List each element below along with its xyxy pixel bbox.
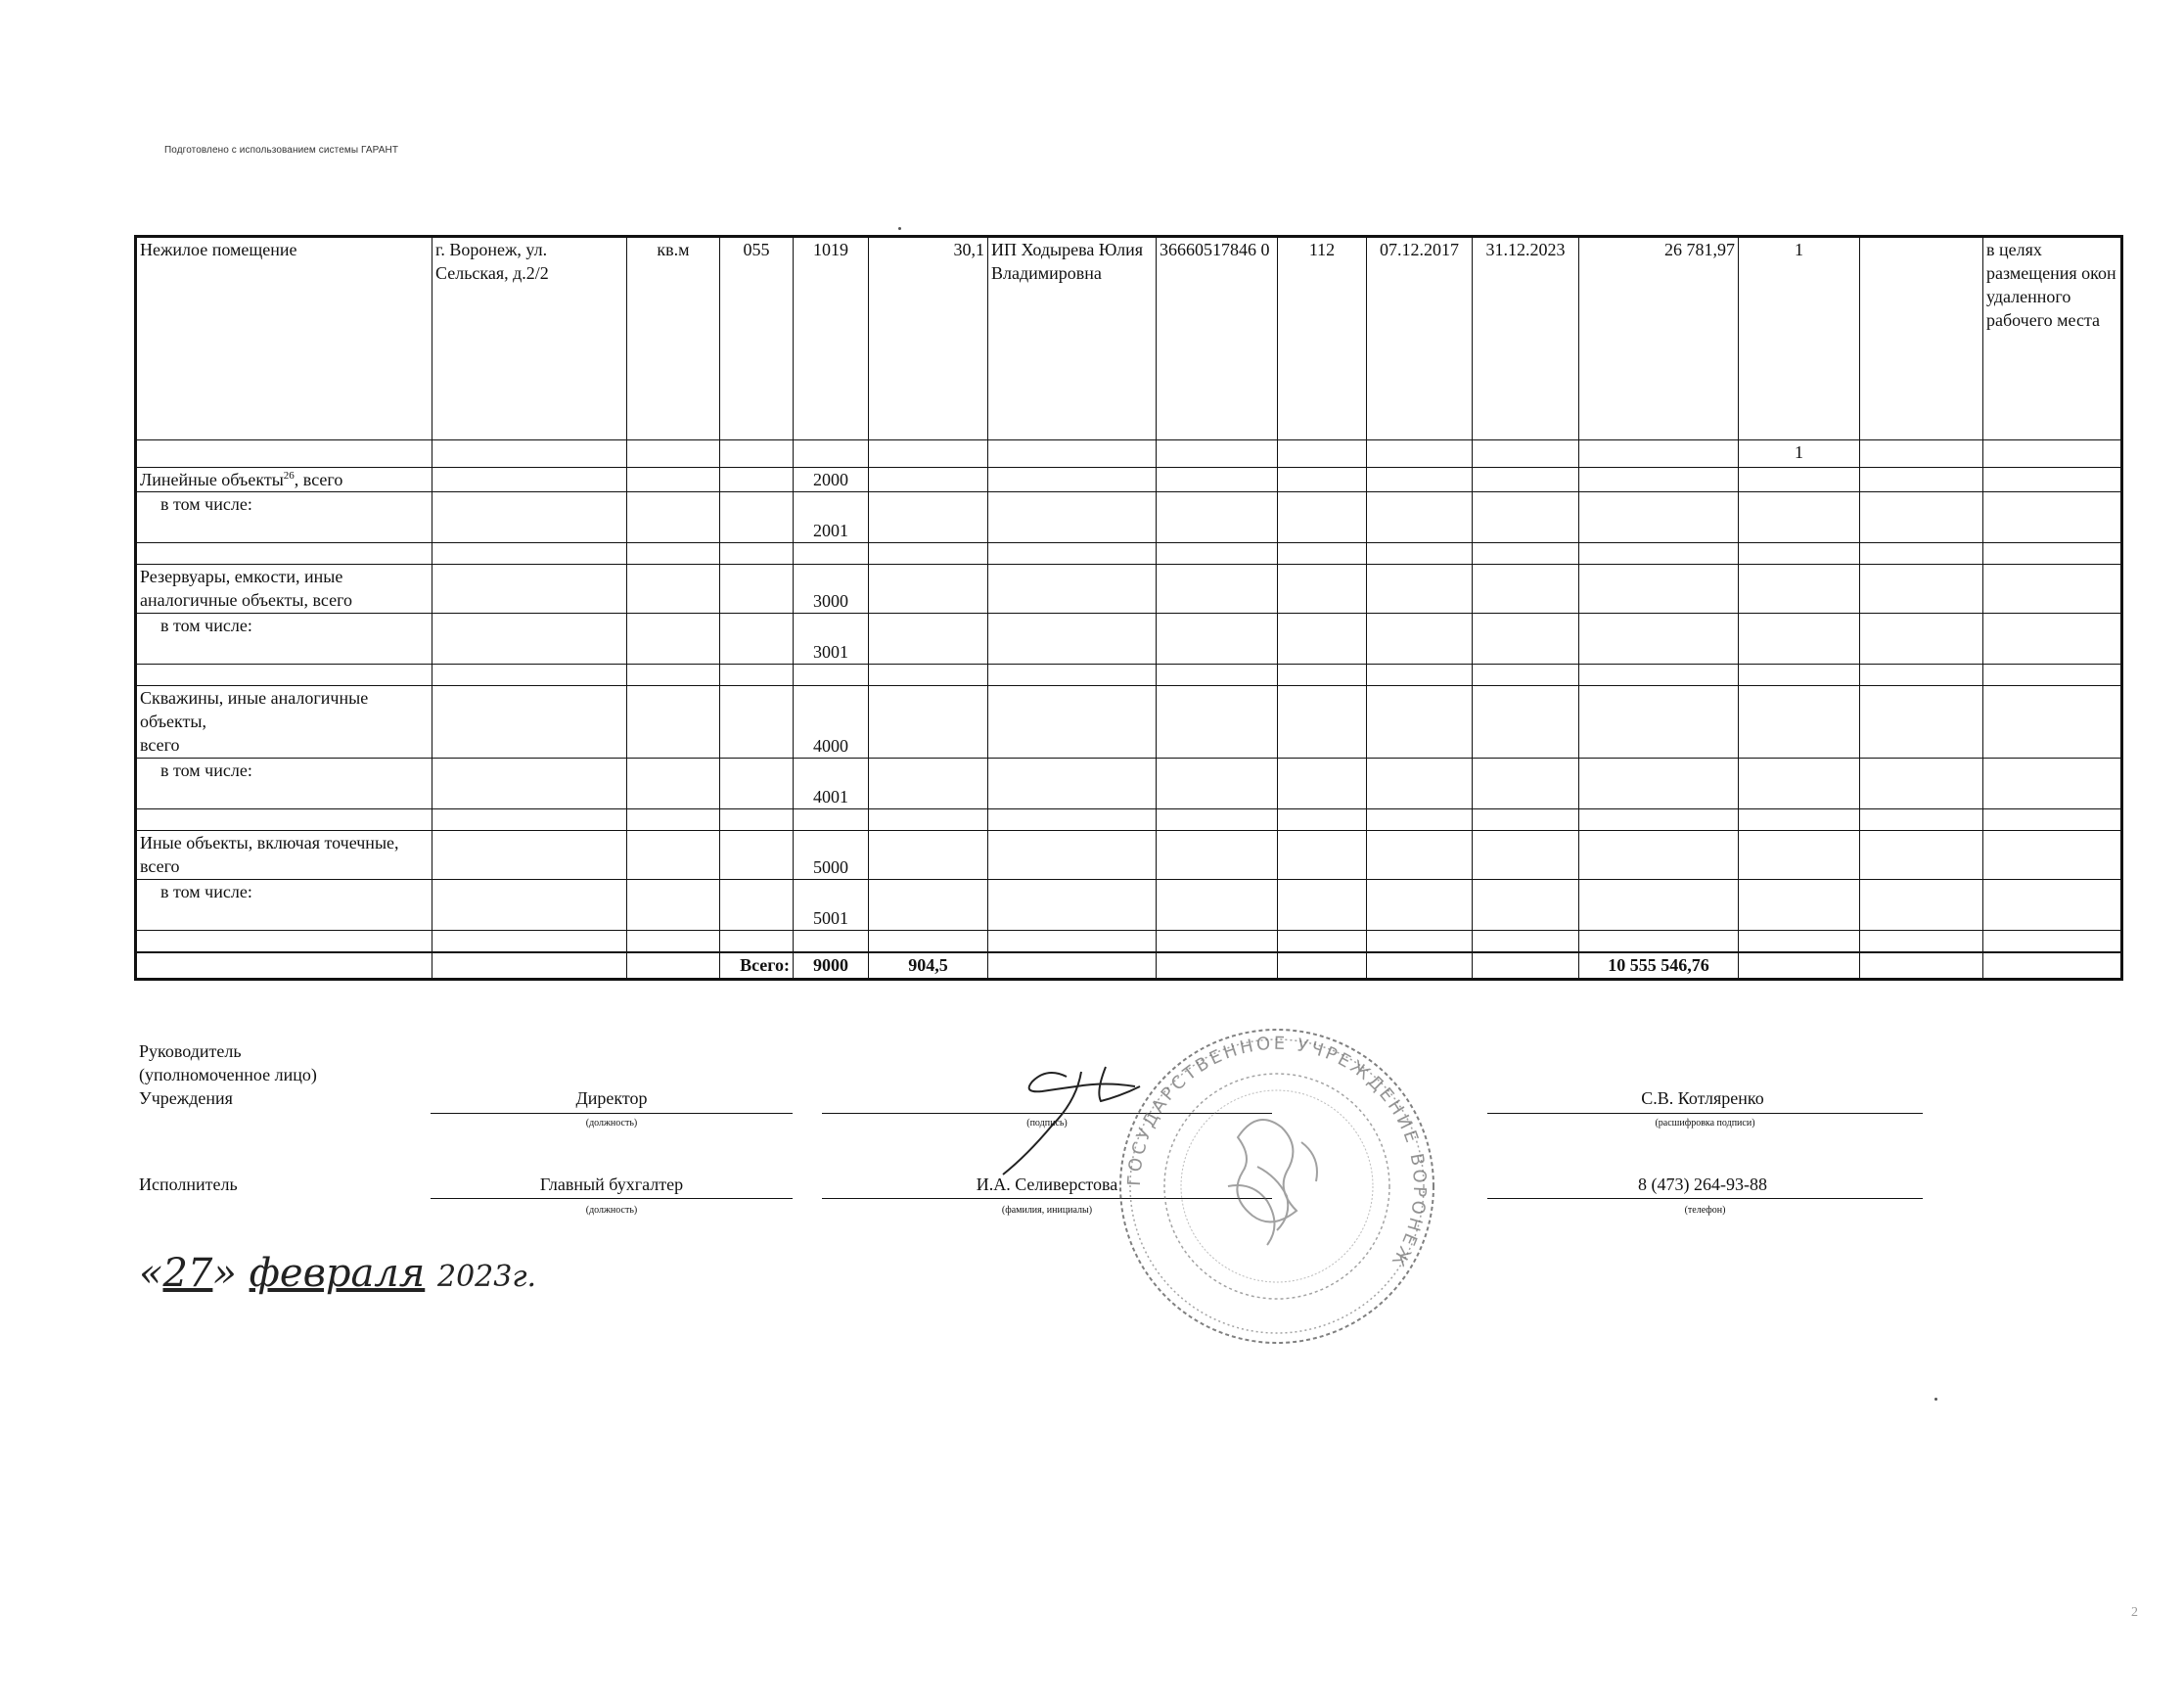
report-table-wrapper — [134, 235, 2120, 981]
including-label: в том числе: — [136, 492, 432, 543]
total-row — [136, 952, 2122, 980]
including-label: в том числе: — [136, 614, 432, 665]
line-code: 3001 — [794, 614, 869, 665]
head-label-1: Руководитель — [139, 1041, 242, 1061]
table-row — [136, 492, 2122, 543]
table-row — [136, 543, 2122, 565]
executor-position-line — [431, 1198, 793, 1199]
column-9-value: 112 — [1278, 237, 1367, 440]
head-position: Директор — [575, 1088, 648, 1108]
tenant-inn: 36660517846 0 — [1157, 237, 1278, 440]
line-code: 2000 — [794, 468, 869, 492]
head-position-line — [431, 1113, 793, 1114]
date-end: 31.12.2023 — [1473, 237, 1579, 440]
scan-speck — [898, 227, 901, 230]
executor-phone-line — [1487, 1198, 1923, 1199]
table-row — [136, 665, 2122, 686]
line-code: 2001 — [794, 492, 869, 543]
area: 30,1 — [869, 237, 988, 440]
line-code: 4001 — [794, 759, 869, 809]
head-name-line — [1487, 1113, 1923, 1114]
object-name: Нежилое помещение — [136, 237, 432, 440]
executor-name-caption: (фамилия, инициалы) — [1001, 1205, 1093, 1216]
other-objects-label: Иные объекты, включая точечные, всего — [136, 831, 432, 880]
line-code: 3000 — [794, 565, 869, 614]
scan-speck — [1934, 1398, 1937, 1401]
position-caption: (должность) — [585, 1118, 638, 1129]
date-start: 07.12.2017 — [1367, 237, 1473, 440]
amount: 26 781,97 — [1579, 237, 1739, 440]
head-name: С.В. Котляренко — [1641, 1088, 1764, 1108]
executor-name: И.А. Селиверстова — [976, 1175, 1118, 1194]
unit-code: 055 — [720, 237, 794, 440]
including-label: в том числе: — [136, 880, 432, 931]
tanks-label: Резервуары, емкости, иные аналогичные объекты, всего — [136, 565, 432, 614]
executor-label: Исполнитель — [139, 1175, 238, 1194]
including-label: в том числе: — [136, 759, 432, 809]
table-row — [136, 614, 2122, 665]
executor-position: Главный бухгалтер — [539, 1175, 684, 1194]
phone-caption: (телефон) — [1684, 1205, 1726, 1216]
table-row — [136, 686, 2122, 759]
table-row — [136, 759, 2122, 809]
line-code: 5000 — [794, 831, 869, 880]
line-code: 4000 — [794, 686, 869, 759]
stamp-text: ГОСУДАРСТВЕННОЕ УЧРЕЖДЕНИЕ ВОРОНЕЖ — [1123, 1033, 1431, 1272]
total-label: Всего: — [720, 952, 794, 980]
line-code: 1019 — [794, 237, 869, 440]
table-row — [136, 831, 2122, 880]
handwritten-date: «27» февраля 2023г. — [139, 1251, 537, 1296]
signature-icon — [988, 1057, 1184, 1184]
head-label-2: (уполномоченное лицо) — [139, 1065, 317, 1084]
page-mark: 2 — [2131, 1605, 2138, 1620]
name-caption: (расшифровка подписи) — [1655, 1118, 1755, 1129]
head-label-3: Учреждения — [139, 1088, 233, 1108]
subtotal-count: 1 — [1739, 440, 1860, 468]
table-row — [136, 931, 2122, 952]
table-row — [136, 440, 2122, 468]
object-address: г. Воронеж, ул. Сельская, д.2/2 — [432, 237, 627, 440]
unit: кв.м — [627, 237, 720, 440]
report-table — [134, 235, 2123, 981]
tenant-name: ИП Ходырева Юлия Владимировна — [988, 237, 1157, 440]
table-row — [136, 237, 2122, 440]
total-amount: 10 555 546,76 — [1579, 952, 1739, 980]
total-line-code: 9000 — [794, 952, 869, 980]
wells-label: Скважины, иные аналогичные объекты, всего — [136, 686, 432, 759]
table-row — [136, 809, 2122, 831]
executor-phone: 8 (473) 264-93-88 — [1638, 1175, 1767, 1194]
table-row — [136, 565, 2122, 614]
signature-caption: (подпись) — [1026, 1118, 1068, 1129]
table-row — [136, 880, 2122, 931]
line-code: 5001 — [794, 880, 869, 931]
table-row — [136, 468, 2122, 492]
total-area: 904,5 — [869, 952, 988, 980]
purpose: в целях размещения окон удаленного рабочего места — [1983, 237, 2122, 440]
position-caption: (должность) — [585, 1205, 638, 1216]
count: 1 — [1739, 237, 1860, 440]
linear-objects-label: Линейные объекты$^{26}$, всего — [136, 468, 432, 492]
prepared-note: Подготовлено с использованием системы ГАРАНТ — [164, 145, 399, 156]
